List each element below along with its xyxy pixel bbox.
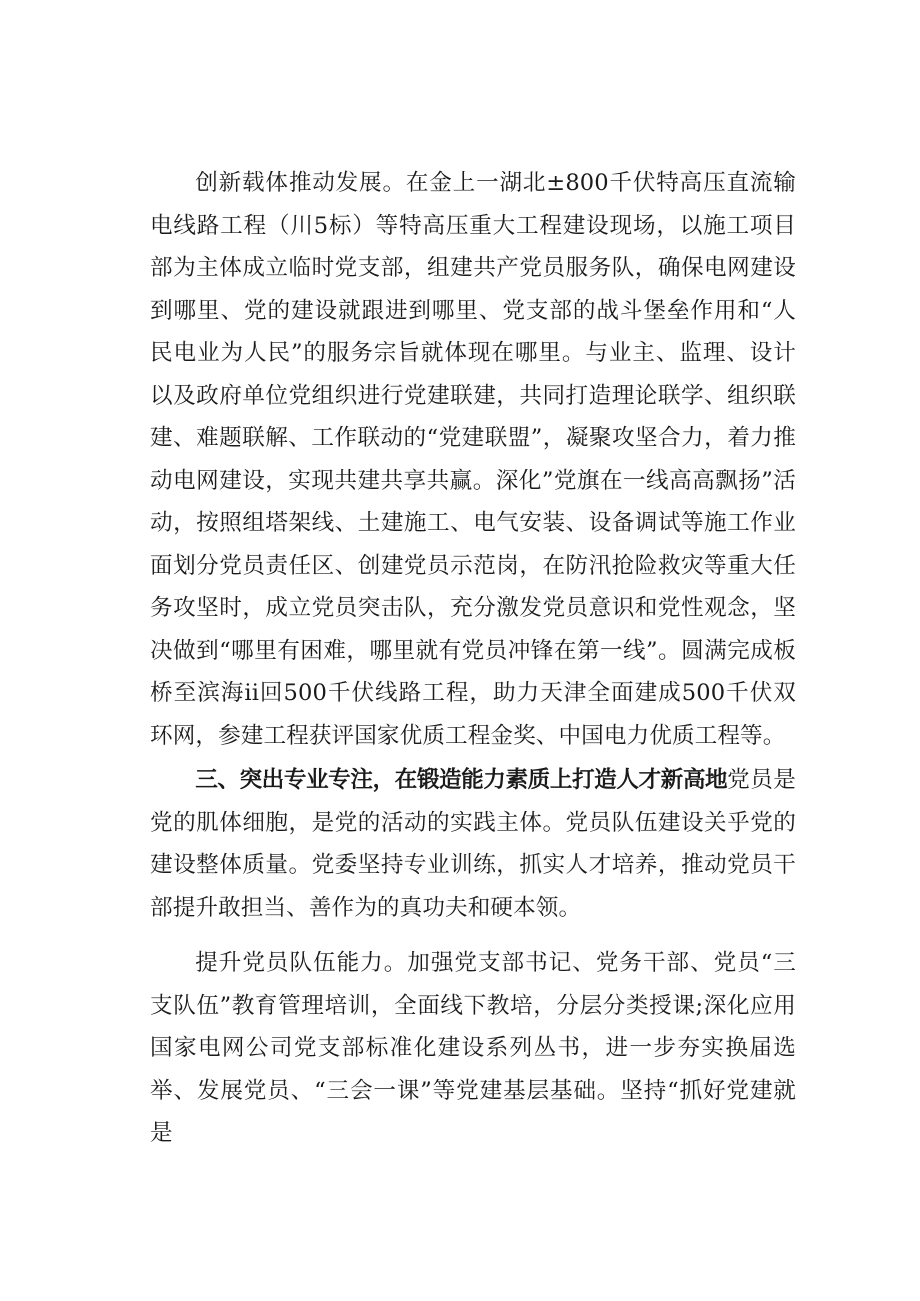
section-heading: 三、突出专业专注，在锻造能力素质上打造人才新高地 (195, 767, 728, 793)
paragraph-team-capability: 提升党员队伍能力。加强党支部书记、党务干部、党员“三支队伍”教育管理培训，全面线下教培，分层分类授课;深化应用国家电网公司党支部标准化建设系列丛书，进一步夯实换届选举、发展党员、“三会一课”等党建基层基础。坚持“抓好党建就是 (150, 950, 796, 1146)
paragraph-innovation-carrier: 创新载体推动发展。在金上一湖北±800千伏特高压直流输电线路工程（川5标）等特高压重大工程建设现场，以施工项目部为主体成立临时党支部，组建共产党员服务队，确保电网建设到哪里、党的建设就跟进到哪里、党支部的战斗堡垒作用和“人民电业为人民”的服务宗旨就体现在哪里。与业主、监理、设计以及政府单位党组织进行党建联建，共同打造理论联学、组织联建、难题联解、工作联动的“党建联盟”，凝聚攻坚合力，着力推动电网建设，实现共建共享共赢。深化”党旗在一线高高飘扬”活动，按照组塔架线、土建施工、电气安装、设备调试等施工作业面划分党员责任区、创建党员示范岗，在防汛抢险救灾等重大任务攻坚时，成立党员突击队，充分激发党员意识和党性观念，坚决做到“哪里有困难，哪里就有党员冲锋在第一线”。圆满完成板桥至滨海ii回500千伏线路工程，助力天津全面建成500千伏双环网，参建工程获评国家优质工程金奖、中国电力优质工程等。 (150, 170, 796, 749)
section-body-text: 党员是党的肌体细胞，是党的活动的实践主体。党员队伍建设关乎党的建设整体质量。党委坚持专业训练，抓实人才培养，推动党员干部提升敢担当、善作为的真功夫和硬本领。 (150, 767, 796, 921)
paragraph-section-three (150, 759, 796, 929)
document-page (150, 162, 796, 1155)
